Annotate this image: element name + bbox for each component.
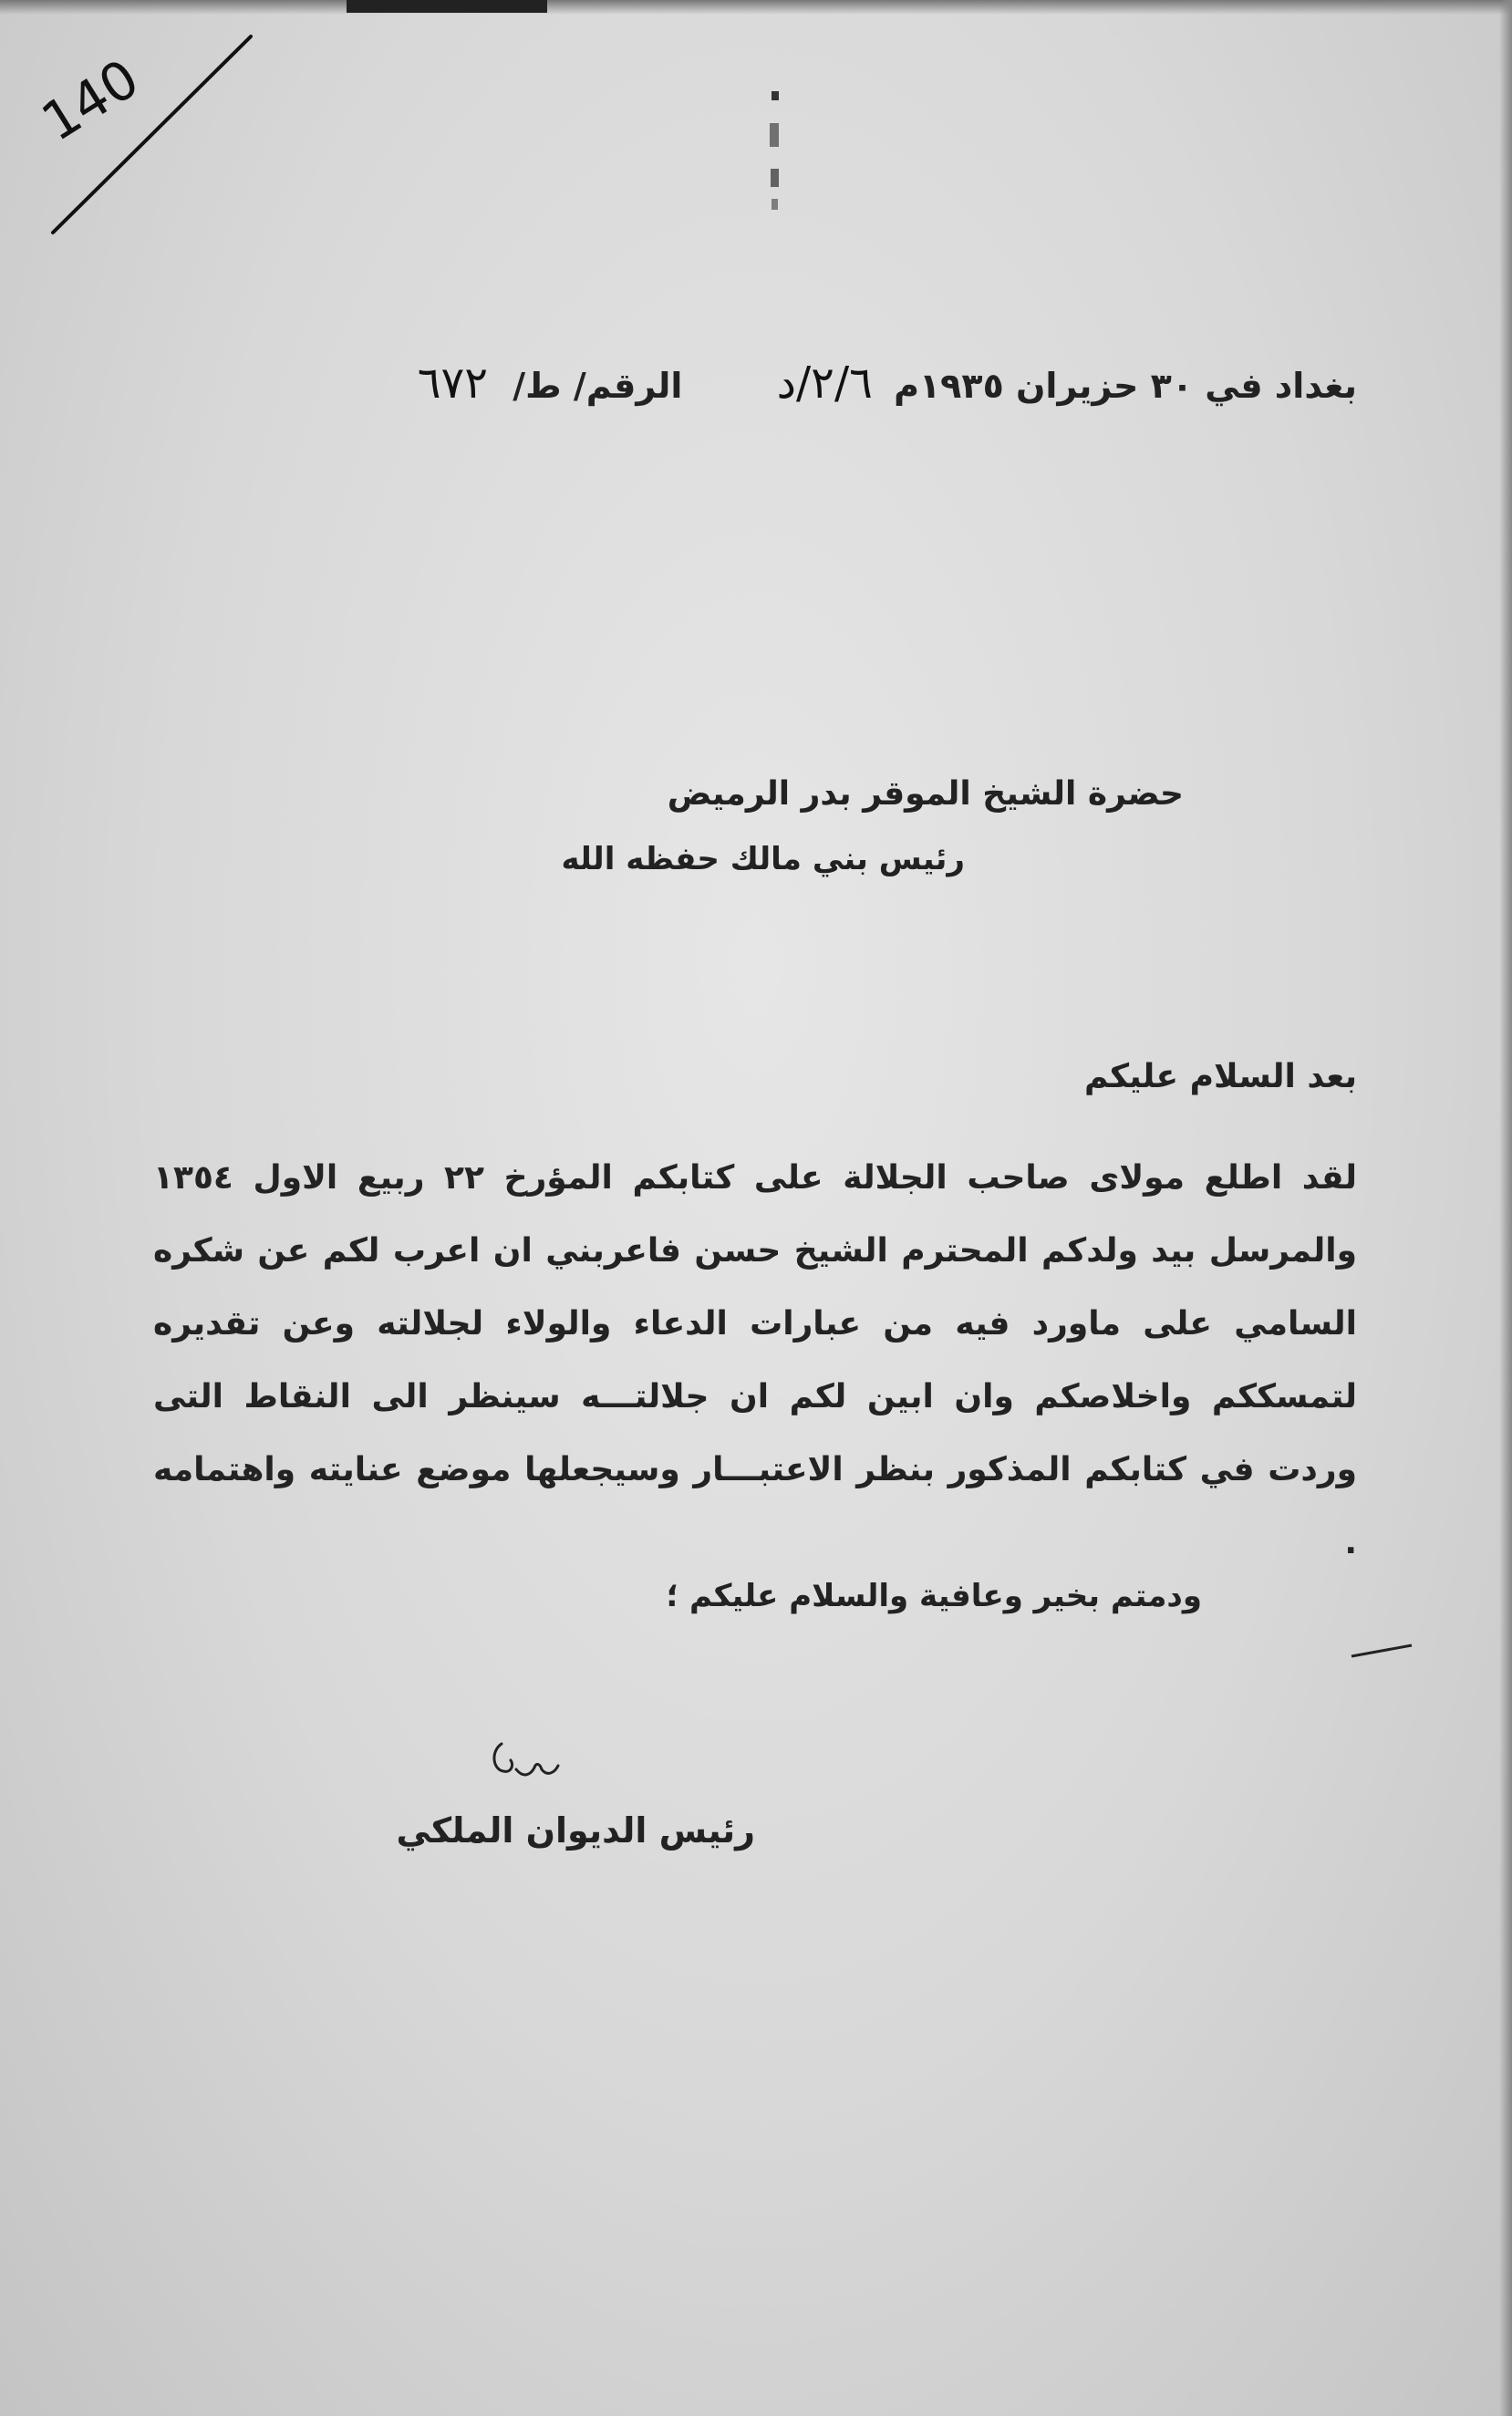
handwritten-date: ٢/٦/د xyxy=(776,358,873,409)
body-paragraph: لقد اطلع مولاى صاحب الجلالة على كتابكم المؤرخ ٢٢ ربيع الاول ١٣٥٤ والمرسل بيد ولدكم المحترم الشيخ حسن فاعربني ان اعرب لكم عن شكره السامي على ماورد فيه من عبارات الدعاء والولاء لجلالته وعن تقديره لتمسككم واخلاصكم وان ابين لكم ان جلالتـــه سينظر الى النقاط التى وردت في كتابكم المذكور بنظر الاعتبـــار وسيجعلها موضع عنايته واهتمامه . xyxy=(153,1159,1357,1561)
handwritten-signature xyxy=(483,1733,584,1797)
place-date: بغداد في ٣٠ حزيران ١٩٣٥م xyxy=(894,366,1357,406)
addressee-line-2: رئيس بني مالك حفظه الله xyxy=(561,841,965,877)
greeting: بعد السلام عليكم xyxy=(1083,1058,1357,1095)
addressee-line-1: حضرة الشيخ الموقر بدر الرميض xyxy=(667,775,1184,813)
folio-number: 140 xyxy=(30,47,150,153)
scan-right-edge xyxy=(1499,0,1512,2416)
margin-dash xyxy=(1350,1642,1414,1660)
handwritten-reference: ٦٧٢ xyxy=(417,358,489,409)
scan-top-edge xyxy=(0,0,1512,15)
reference-label: الرقم/ ط/ xyxy=(513,366,683,406)
signer-title: رئيس الديوان الملكي xyxy=(396,1810,755,1851)
top-margin-marks xyxy=(759,82,792,219)
scan-binding-tab xyxy=(347,0,547,13)
closing-line: ودمتم بخير وعافية والسلام عليكم ؛ xyxy=(666,1578,1202,1614)
header-line xyxy=(418,358,1357,409)
